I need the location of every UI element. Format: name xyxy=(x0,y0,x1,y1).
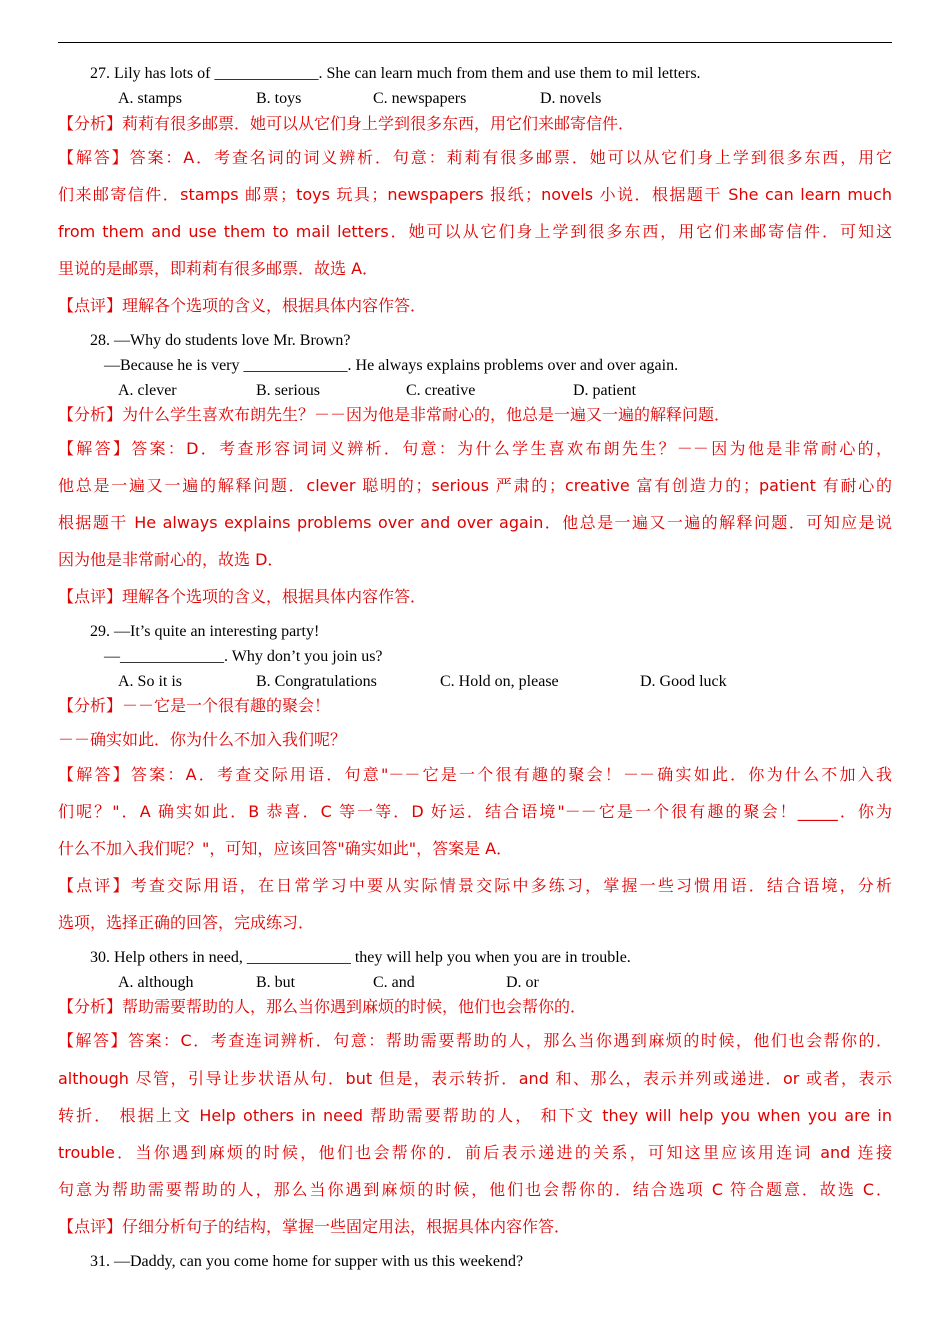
q31-stem: 31. —Daddy, can you come home for supper with us this weekend? xyxy=(90,1253,524,1270)
q30-stem: 30. Help others in need, _____________ they will help you when you are in trouble. xyxy=(90,949,631,966)
q29-answer-line-2: 们呢？"．A 确实如此．B 恭喜．C 等一等．D 好运．结合语境"－－它是一个很有趣的聚会！_____．你为 xyxy=(58,802,892,821)
header-rule xyxy=(58,42,892,43)
q28-answer-line-3: 根据题干 He always explains problems over and over again．他总是一遍又一遍的解释问题．可知应是说 xyxy=(58,513,892,532)
q27-answer-line-4: 里说的是邮票，即莉莉有很多邮票．故选 A． xyxy=(58,259,379,278)
analysis-tag: 【分析】 xyxy=(58,997,123,1016)
answer-tag: 【解答】 xyxy=(58,439,132,458)
q29-option-d: D. Good luck xyxy=(640,673,727,690)
q29-answer-line-1 xyxy=(58,767,892,783)
q27-answer-line-1 xyxy=(58,150,892,166)
q30-answer-line-4: trouble．当你遇到麻烦的时候，他们也会帮你的．前后表示递进的关系，可知这里应该用连词 and 连接 xyxy=(58,1143,892,1162)
q27-comment xyxy=(58,298,426,314)
answer-tag: 【解答】 xyxy=(58,765,131,784)
q30-option-d: D. or xyxy=(506,974,539,991)
q29-option-b: B. Congratulations xyxy=(256,673,377,690)
q30-options xyxy=(118,975,918,993)
q27-comment-text: 理解各个选项的含义，根据具体内容作答． xyxy=(122,296,427,315)
q29-option-c: C. Hold on, please xyxy=(440,673,559,690)
q28-comment xyxy=(58,589,426,605)
q28-option-a: A. clever xyxy=(118,382,177,399)
q30-analysis xyxy=(58,999,586,1015)
q27-analysis xyxy=(58,116,634,132)
q28-analysis xyxy=(58,407,730,423)
q29-comment xyxy=(58,878,892,894)
q28-answer-line-1 xyxy=(58,441,892,457)
q30-answer-line-5: 句意为帮助需要帮助的人，那么当你遇到麻烦的时候，他们也会帮你的．结合选项 C 符合题意．故选 C． xyxy=(58,1180,892,1199)
analysis-tag: 【分析】 xyxy=(58,696,123,715)
q28-answer-text-1: 答案：D．考查形容词词义辨析．句意：为什么学生喜欢布朗先生？－－因为他是非常耐心的， xyxy=(131,439,892,458)
q27-option-a: A. stamps xyxy=(118,90,182,107)
q28-option-c: C. creative xyxy=(406,382,476,399)
q28-comment-text: 理解各个选项的含义，根据具体内容作答． xyxy=(122,587,427,606)
q27-stem: 27. Lily has lots of _____________. She can learn much from them and use them to mil letters. xyxy=(90,65,701,82)
q30-analysis-text: 帮助需要帮助的人，那么当你遇到麻烦的时候，他们也会帮你的． xyxy=(122,997,587,1016)
answer-tag: 【解答】 xyxy=(58,148,130,167)
q27-option-c: C. newspapers xyxy=(373,90,467,107)
q30-answer-line-3: 转折． 根据上文 Help others in need 帮助需要帮助的人， 和下文 they will help you when you are in xyxy=(58,1106,892,1125)
analysis-tag: 【分析】 xyxy=(58,114,123,133)
q30-option-c: C. and xyxy=(373,974,415,991)
q29-answer-text-1: 答案：A．考查交际用语．句意"－－它是一个很有趣的聚会！－－确实如此．你为什么不加入我 xyxy=(130,765,892,784)
q27-option-b: B. toys xyxy=(256,90,302,107)
comment-tag: 【点评】 xyxy=(58,1217,123,1236)
q30-answer-text-1: 答案：C．考查连词辨析．句意：帮助需要帮助的人，那么当你遇到麻烦的时候，他们也会帮你的． xyxy=(128,1031,892,1050)
q28-answer-line-4: 因为他是非常耐心的，故选 D． xyxy=(58,550,284,569)
q29-comment-2: 选项，选择正确的回答，完成练习． xyxy=(58,913,315,932)
q30-option-b: B. but xyxy=(256,974,296,991)
q28-answer-line-2: 他总是一遍又一遍的解释问题．clever 聪明的；serious 严肃的；creative 富有创造力的；patient 有耐心的 xyxy=(58,476,892,495)
q30-answer-line-1 xyxy=(58,1033,892,1049)
q28-stem: 28. —Why do students love Mr. Brown? xyxy=(90,332,351,349)
q29-answer-line-3: 什么不加入我们呢？"，可知，应该回答"确实如此"，答案是 A． xyxy=(58,839,513,858)
q29-comment-text-1: 考查交际用语，在日常学习中要从实际情景交际中多练习，掌握一些习惯用语．结合语境，分析 xyxy=(130,876,892,895)
q29-option-a: A. So it is xyxy=(118,673,183,690)
q28-stem-2: —Because he is very _____________. He always explains problems over and over again. xyxy=(104,357,679,374)
q27-options xyxy=(118,91,918,109)
q29-stem-2: —_____________. Why don’t you join us? xyxy=(104,648,383,665)
q30-comment-text: 仔细分析句子的结构，掌握一些固定用法，根据具体内容作答． xyxy=(122,1217,571,1236)
q28-option-d: D. patient xyxy=(573,382,637,399)
comment-tag: 【点评】 xyxy=(58,296,123,315)
answer-tag: 【解答】 xyxy=(58,1031,129,1050)
q29-analysis xyxy=(58,698,330,714)
q29-analysis-2: －－确实如此．你为什么不加入我们呢？ xyxy=(58,730,347,749)
q30-option-a: A. although xyxy=(118,974,194,991)
comment-tag: 【点评】 xyxy=(58,876,131,895)
q28-option-b: B. serious xyxy=(256,382,320,399)
q27-analysis-text: 莉莉有很多邮票．她可以从它们身上学到很多东西，用它们来邮寄信件． xyxy=(122,114,635,133)
q27-answer-line-2: 们来邮寄信件．stamps 邮票；toys 玩具；newspapers 报纸；novels 小说．根据题干 She can learn much xyxy=(58,185,892,204)
q30-comment xyxy=(58,1219,570,1235)
q28-analysis-text: 为什么学生喜欢布朗先生？－－因为他是非常耐心的，他总是一遍又一遍的解释问题． xyxy=(122,405,731,424)
analysis-tag: 【分析】 xyxy=(58,405,123,424)
q29-options xyxy=(118,674,918,692)
q29-analysis-text: －－它是一个很有趣的聚会！ xyxy=(122,696,331,715)
q27-option-d: D. novels xyxy=(540,90,602,107)
q27-answer-text-1: 答案：A．考查名词的词义辨析．句意：莉莉有很多邮票．她可以从它们身上学到很多东西，用它 xyxy=(129,148,892,167)
q30-answer-line-2: although 尽管，引导让步状语从句．but 但是，表示转折．and 和、那么，表示并列或递进．or 或者，表示 xyxy=(58,1069,892,1088)
comment-tag: 【点评】 xyxy=(58,587,123,606)
q29-stem: 29. —It’s quite an interesting party! xyxy=(90,623,320,640)
q28-options xyxy=(118,383,918,401)
q27-answer-line-3: from them and use them to mail letters．她可以从它们身上学到很多东西，用它们来邮寄信件．可知这 xyxy=(58,222,892,241)
